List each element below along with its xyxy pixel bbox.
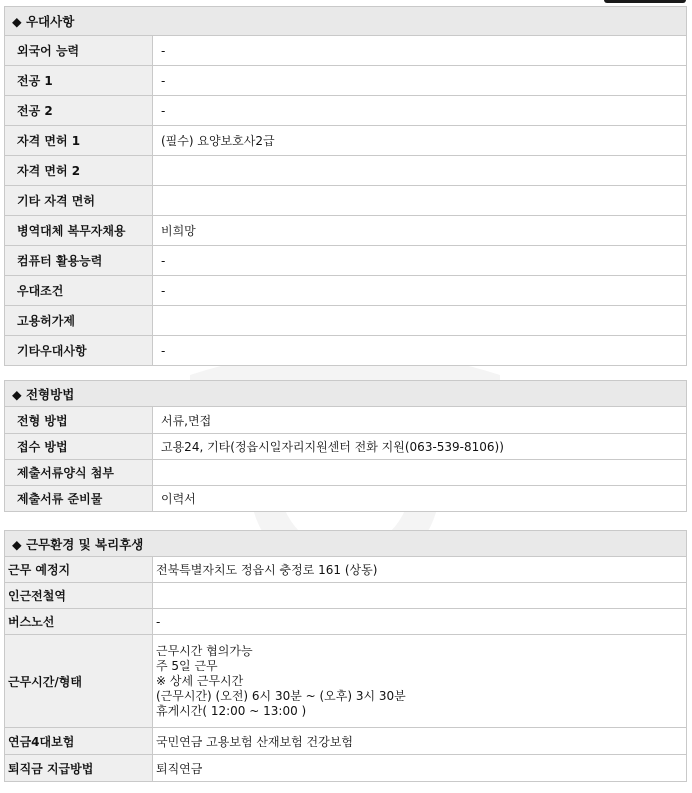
table-row	[5, 36, 687, 66]
table-row	[5, 246, 687, 276]
preferences-table	[4, 6, 687, 366]
table-row	[5, 635, 687, 728]
row-label: 근무 예정지	[8, 563, 71, 577]
row-label: 컴퓨터 활용능력	[17, 254, 103, 268]
severance-value: 퇴직연금	[156, 761, 203, 776]
row-label: 퇴직금 지급방법	[8, 761, 94, 776]
table-row	[5, 156, 687, 186]
row-value: -	[161, 43, 166, 58]
table-row	[5, 96, 687, 126]
table-row	[5, 276, 687, 306]
row-value: -	[161, 103, 166, 118]
row-label: 병역대체 복무자채용	[17, 224, 126, 238]
row-label: 근무시간/형태	[8, 674, 82, 689]
row-value: -	[161, 73, 166, 88]
table-row	[5, 434, 687, 460]
row-value: -	[161, 283, 166, 298]
row-label: 연금4대보험	[8, 734, 75, 749]
environment-table	[4, 530, 687, 782]
table-row	[5, 583, 687, 609]
row-label: 인근전철역	[8, 589, 66, 603]
row-label: 전형 방법	[17, 413, 68, 428]
table-row	[5, 460, 687, 486]
row-value: 고용24, 기타(정읍시일자리지원센터 전화 지원(063-539-8106))	[161, 440, 504, 454]
work-location-value: 전북특별자치도 정읍시 충정로 161 (상동)	[156, 563, 378, 577]
work-hours-line: ※ 상세 근무시간	[156, 673, 244, 688]
row-label: 우대조건	[17, 284, 64, 298]
row-label: 전공 1	[17, 74, 53, 88]
selection-title: ◆ 전형방법	[5, 381, 687, 407]
table-row	[5, 755, 687, 782]
row-value: 이력서	[161, 492, 196, 506]
work-hours-line: 휴게시간( 12:00 ~ 13:00 )	[156, 703, 307, 718]
row-label: 외국어 능력	[17, 44, 80, 58]
table-row	[5, 126, 687, 156]
environment-title: ◆ 근무환경 및 복리후생	[5, 531, 687, 557]
table-row	[5, 407, 687, 434]
table-row	[5, 306, 687, 336]
row-value: -	[161, 343, 166, 358]
top-tab-edge	[604, 0, 686, 3]
bus-route-value: -	[156, 614, 161, 629]
preferences-title: ◆ 우대사항	[5, 7, 687, 36]
table-row	[5, 186, 687, 216]
table-row	[5, 486, 687, 512]
work-hours-line: 근무시간 협의가능	[156, 643, 253, 658]
row-label: 기타우대사항	[17, 344, 87, 358]
table-row	[5, 609, 687, 635]
row-label: 자격 면허 1	[17, 134, 81, 148]
row-value: 서류,면접	[161, 413, 212, 428]
row-label: 제출서류 준비물	[17, 492, 103, 506]
table-row	[5, 216, 687, 246]
row-label: 고용허가제	[17, 314, 75, 328]
row-label: 버스노선	[8, 615, 55, 629]
table-row	[5, 728, 687, 755]
insurance-value: 국민연금 고용보험 산재보험 건강보험	[156, 734, 353, 749]
row-label: 기타 자격 면허	[17, 194, 95, 208]
row-label: 전공 2	[17, 104, 53, 118]
table-row	[5, 336, 687, 366]
work-hours-line: (근무시간) (오전) 6시 30분 ~ (오후) 3시 30분	[156, 688, 406, 703]
work-hours-line: 주 5일 근무	[156, 658, 218, 673]
table-row	[5, 557, 687, 583]
row-label: 접수 방법	[17, 440, 68, 454]
row-label: 제출서류양식 첨부	[17, 466, 114, 480]
row-value: (필수) 요양보호사2급	[161, 134, 275, 148]
row-value: -	[161, 253, 166, 268]
table-row	[5, 66, 687, 96]
selection-table	[4, 380, 687, 512]
row-label: 자격 면허 2	[17, 164, 81, 178]
row-value: 비희망	[161, 224, 196, 238]
